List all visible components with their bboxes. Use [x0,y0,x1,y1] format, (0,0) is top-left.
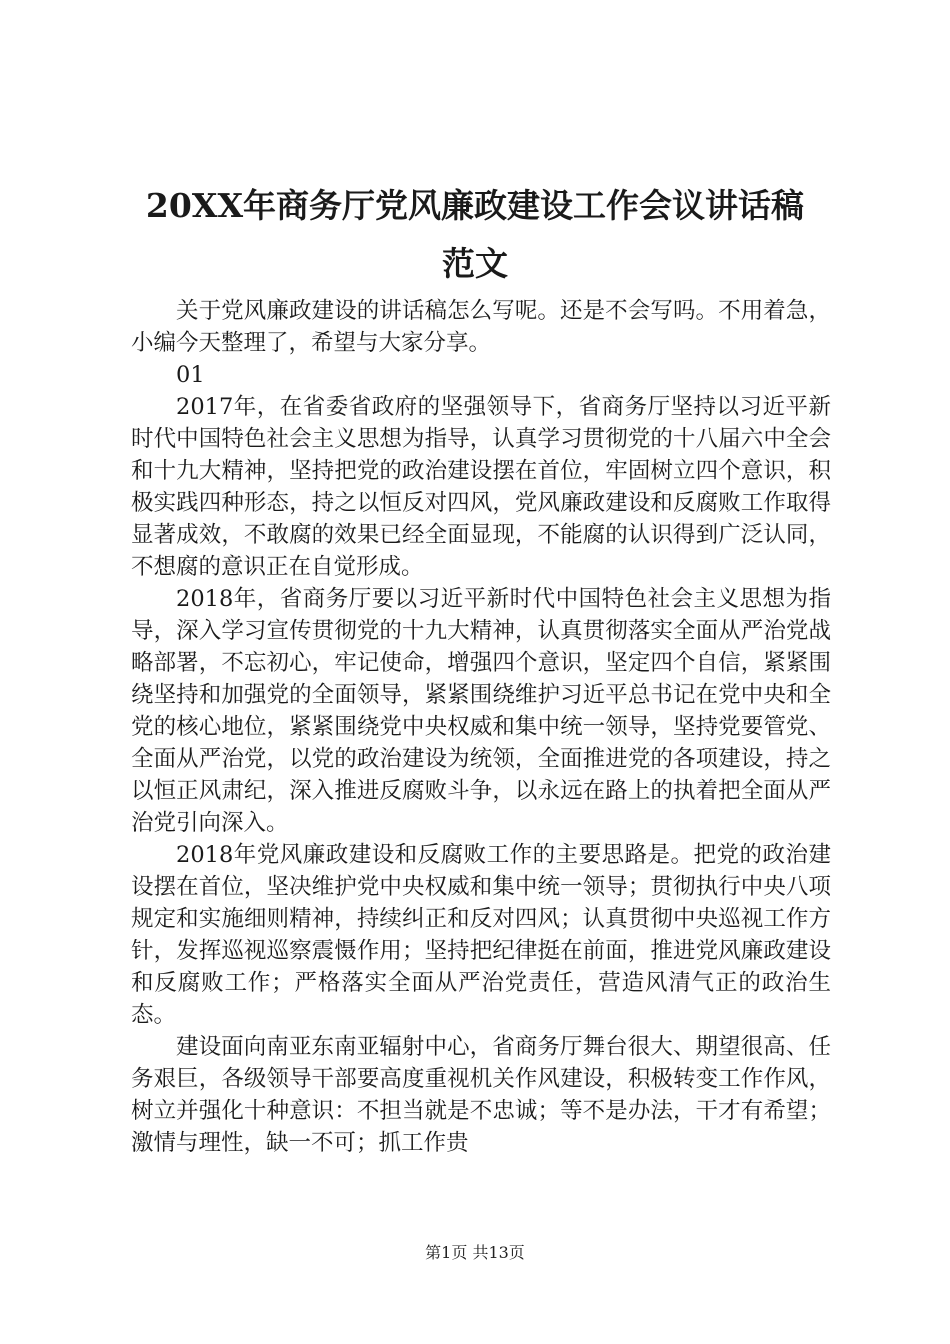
section-number: 01 [176,362,205,388]
document-title: 20XX年商务厅党风廉政建设工作会议讲话稿 [145,186,805,225]
page-number-footer: 第1页 共13页 [425,1243,525,1262]
paragraph-work-style: 建设面向南亚东南亚辐射中心，省商务厅舞台很大、期望很高、任务艰巨，各级领导干部要高度重视机关作风建设，积极转变工作作风，树立并强化十种意识：不担当就是不忠诚；等不是办法，干才有希望；激情与理性，缺一不可；抓工作贵 [131,1034,831,1156]
paragraph-2017-review: 2017年，在省委省政府的坚强领导下，省商务厅坚持以习近平新时代中国特色社会主义思想为指导，认真学习贯彻党的十八届六中全会和十九大精神，坚持把党的政治建设摆在首位，牢固树立四个意识，积极实践四种形态，持之以恒反对四风，党风廉政建设和反腐败工作取得显著成效，不敢腐的效果已经全面显现，不能腐的认识得到广泛认同，不想腐的意识正在自觉形成。 [131,394,831,580]
paragraph-2018-goals: 2018年，省商务厅要以习近平新时代中国特色社会主义思想为指导，深入学习宣传贯彻党的十九大精神，认真贯彻落实全面从严治党战略部署，不忘初心，牢记使命，增强四个意识，坚定四个自信，紧紧围绕坚持和加强党的全面领导，紧紧围绕维护习近平总书记在党中央和全党的核心地位，紧紧围绕党中央权威和集中统一领导，坚持党要管党、全面从严治党，以党的政治建设为统领，全面推进党的各项建设，持之以恒正风肃纪，深入推进反腐败斗争，以永远在路上的执着把全面从严治党引向深入。 [131,586,831,836]
document-title-continued: 范文 [442,244,508,283]
document-body [131,295,831,1159]
paragraph-2018-approach: 2018年党风廉政建设和反腐败工作的主要思路是。把党的政治建设摆在首位，坚决维护党中央权威和集中统一领导；贯彻执行中央八项规定和实施细则精神，持续纠正和反对四风；认真贯彻中央巡视工作方针，发挥巡视巡察震慑作用；坚持把纪律挺在前面，推进党风廉政建设和反腐败工作；严格落实全面从严治党责任，营造风清气正的政治生态。 [131,842,831,1028]
paragraph-intro: 关于党风廉政建设的讲话稿怎么写呢。还是不会写吗。不用着急，小编今天整理了，希望与大家分享。 [131,298,831,356]
